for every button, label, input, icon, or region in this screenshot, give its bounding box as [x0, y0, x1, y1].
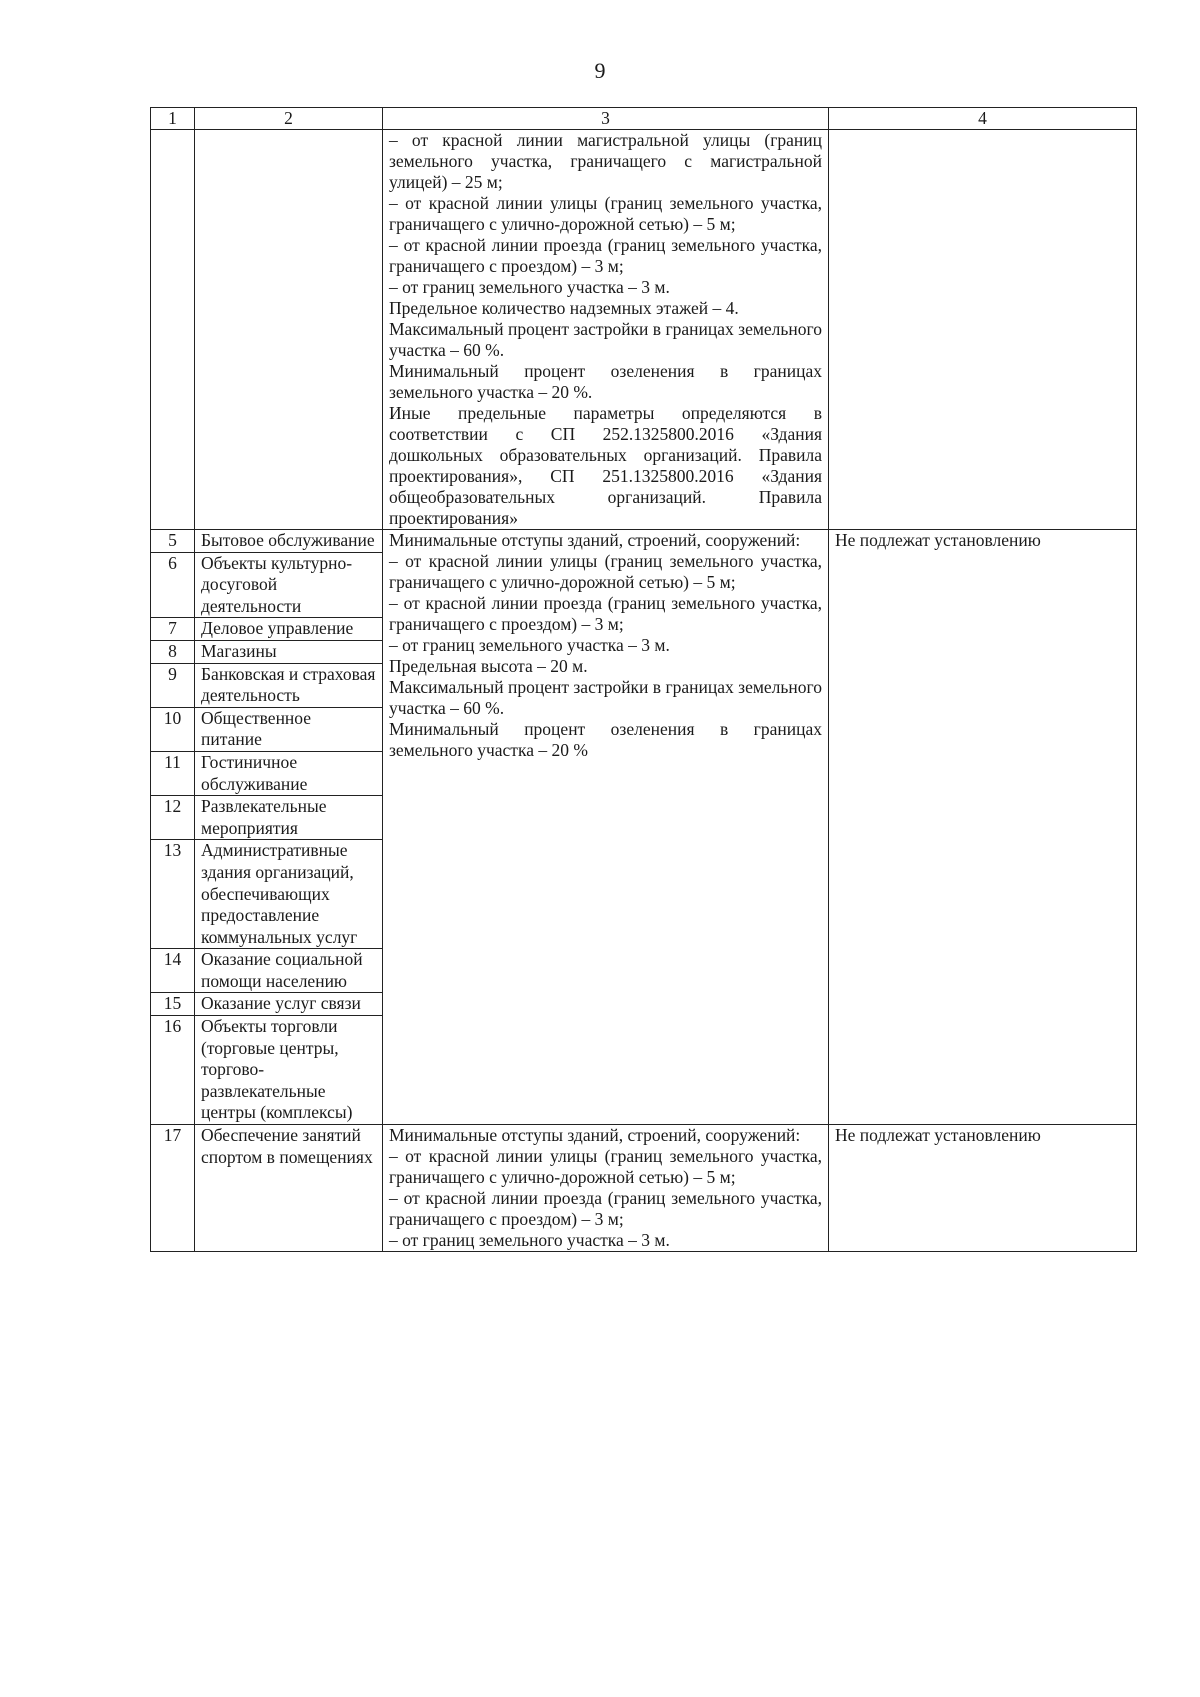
- param-line: – от границ земельного участка – 3 м.: [389, 635, 670, 655]
- row-number: 13: [151, 840, 195, 949]
- continued-num-cell: [151, 130, 195, 530]
- group-note-cell: Не подлежат установлению: [829, 530, 1137, 1125]
- table-row-17: [151, 1125, 1137, 1252]
- param-line: – от красной линии улицы (границ земельного участка, граничащего с улично-дорожной сетью) – 5 м;: [389, 1146, 822, 1188]
- param-line: – от красной линии улицы (границ земельного участка, граничащего с улично-дорожной сетью) – 5 м;: [389, 551, 822, 592]
- param-line: – от красной линии проезда (границ земельного участка, граничащего с проездом) – 3 м;: [389, 593, 822, 634]
- header-col-4: 4: [829, 108, 1137, 130]
- continued-params-cell: [383, 130, 829, 530]
- continued-name-cell: [195, 130, 383, 530]
- param-line: Предельная высота – 20 м.: [389, 656, 588, 676]
- param-line: Минимальный процент озеленения в границах земельного участка – 20 %: [389, 719, 822, 760]
- row-number: 12: [151, 796, 195, 840]
- row-number: 8: [151, 640, 195, 663]
- row-name: Обеспечение занятий спортом в помещениях: [195, 1125, 383, 1252]
- row-number: 5: [151, 530, 195, 553]
- param-line: Максимальный процент застройки в границах земельного участка – 60 %.: [389, 319, 822, 360]
- row-name: Развлекательные мероприятия: [195, 796, 383, 840]
- param-line: Минимальный процент озеленения в границах земельного участка – 20 %.: [389, 361, 822, 402]
- row-name: Общественное питание: [195, 707, 383, 751]
- row-number: 16: [151, 1016, 195, 1125]
- row17-note-cell: Не подлежат установлению: [829, 1125, 1137, 1252]
- row-number: 10: [151, 707, 195, 751]
- regulations-table: [150, 107, 1137, 1252]
- row-name: Оказание социальной помощи населению: [195, 949, 383, 993]
- row-name: Оказание услуг связи: [195, 993, 383, 1016]
- param-line: – от красной линии улицы (границ земельного участка, граничащего с улично-дорожной сетью) – 5 м;: [389, 193, 822, 234]
- group-params-cell: [383, 530, 829, 1125]
- param-line: – от красной линии проезда (границ земельного участка, граничащего с проездом) – 3 м;: [389, 235, 822, 276]
- row-name: Банковская и страховая деятельность: [195, 663, 383, 707]
- row17-params-cell: [383, 1125, 829, 1252]
- row-number: 7: [151, 618, 195, 641]
- page-number: 9: [594, 58, 606, 83]
- row-name: Магазины: [195, 640, 383, 663]
- header-col-3: 3: [383, 108, 829, 130]
- continued-note-cell: [829, 130, 1137, 530]
- row-number: 6: [151, 552, 195, 618]
- row-number: 17: [151, 1125, 195, 1252]
- header-col-1: 1: [151, 108, 195, 130]
- row-name: Объекты торговли (торговые центры, торгово-развлекательные центры (комплексы): [195, 1016, 383, 1125]
- row-name: Административные здания организаций, обеспечивающих предоставление коммунальных услуг: [195, 840, 383, 949]
- table-row: [151, 530, 1137, 553]
- param-line: – от красной линии магистральной улицы (границ земельного участка, граничащего с магистральной улицей) – 25 м;: [389, 130, 822, 192]
- row-name: Бытовое обслуживание: [195, 530, 383, 553]
- param-line: Иные предельные параметры определяются в соответствии с СП 252.1325800.2016 «Здания дошкольных образовательных организаций. Правила проектирования», СП 251.1325800.2016 «Здания общеобразовательных организаций. Правила проектирования»: [389, 403, 822, 528]
- continued-row: [151, 130, 1137, 530]
- row-name: Деловое управление: [195, 618, 383, 641]
- header-col-2: 2: [195, 108, 383, 130]
- row-number: 15: [151, 993, 195, 1016]
- row-number: 14: [151, 949, 195, 993]
- param-line: Максимальный процент застройки в границах земельного участка – 60 %.: [389, 677, 822, 718]
- row-name: Гостиничное обслуживание: [195, 751, 383, 795]
- header-row: [151, 108, 1137, 130]
- param-line: – от границ земельного участка – 3 м.: [389, 277, 670, 297]
- row-number: 11: [151, 751, 195, 795]
- row-name: Объекты культурно-досуговой деятельности: [195, 552, 383, 618]
- param-line: – от границ земельного участка – 3 м.: [389, 1230, 670, 1251]
- param-line: Минимальные отступы зданий, строений, сооружений:: [389, 1125, 801, 1146]
- param-line: – от красной линии проезда (границ земельного участка, граничащего с проездом) – 3 м;: [389, 1188, 822, 1230]
- param-line: Минимальные отступы зданий, строений, сооружений:: [389, 530, 801, 550]
- param-line: Предельное количество надземных этажей – 4.: [389, 298, 739, 318]
- row-number: 9: [151, 663, 195, 707]
